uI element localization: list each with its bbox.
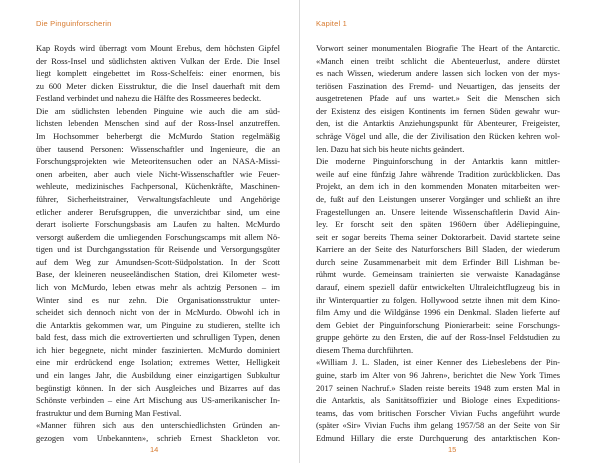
running-header-chapter: Kapitel 1 — [316, 19, 347, 28]
text-line: Forschungsprojekten wie Meteoritensuchen oder an NASA-Missi- — [36, 156, 280, 167]
text-line: der Existenz des eisigen Kontinents im fernen Süden gewahr wur- — [316, 105, 560, 116]
text-line: lichsten lebenden Menschen sind auf der Ross-Insel anzutreffen. — [36, 118, 280, 129]
text-line: und ein langes Jahr, die Ausbildung einer einzigartigen Subkultur — [36, 370, 280, 381]
text-line: dem Gebiet der Pinguinforschung Pionierarbeit: seine Forschungs- — [316, 319, 560, 330]
text-line: es nach Wissen, wiederum andere lassen sich locken von der mys- — [316, 68, 560, 79]
text-line: gruppe gehörte zu den Ersten, die auf der Ross-Insel Feldstudien zu — [316, 332, 560, 343]
text-line: Winter sind es nur zehn. Die Organisationsstruktur unter- — [36, 294, 280, 305]
text-line: versorgt außerdem die umliegenden Forschungscamps mit allem Nö- — [36, 231, 280, 242]
text-line: über tausend Personen: Wissenschaftler und Ingenieure, die an — [36, 143, 280, 154]
text-line: Vorwort seiner monumentalen Biografie The Heart of the Antarctic. — [316, 43, 560, 53]
text-line: Projekt, an dem ich in den kommenden Monaten mitarbeiten wer- — [316, 181, 560, 192]
text-line: liegt komplett eingebettet im Ross-Schelfeis: einer enormen, bis — [36, 68, 280, 79]
text-line: Im Hochsommer beherbergt die McMurdo Station regelmäßig — [36, 131, 280, 142]
text-line: ihr Winterquartier zu folgen. Hollywood setzte ihnen mit dem Kino- — [316, 294, 560, 305]
text-line: diesem Thema durchführten. — [316, 344, 414, 355]
text-line: scheidet sich dennoch nicht von der in McMurdo. Obwohl ich in — [36, 307, 280, 318]
text-line: die Antarktis, als Sanitätsoffizier und Biologe eines Expeditions- — [316, 395, 560, 406]
text-line: (später «Sir» Vivian Fuchs ihm gelang 1957/58 an der Seite von Sir — [316, 420, 560, 431]
text-line: Fragestellungen an. Unsere leitende Wissenschaftlerin David Ain- — [316, 206, 560, 217]
text-line: weile auf eine fünfzig Jahre währende Tradition zurückblicken. Das — [316, 168, 560, 179]
text-line: etlicher anderer Berufsgruppen, die unverzichtbar sind, um eine — [36, 206, 280, 217]
text-line: ley. Er forscht seit den späten 1960ern über Adéliepinguine, — [316, 219, 560, 230]
text-line: ausgetretenen Pfade auf uns wartet.» Seit die Menschen sich — [316, 93, 560, 104]
text-line: rühmt wurde. Gemeinsam trainierten sie verwaiste Kanadagänse — [316, 269, 560, 280]
text-line: «Manch einen treibt schlicht die Abenteuerlust, andere dürstet — [316, 55, 560, 66]
right-page — [300, 0, 600, 463]
text-line: 2017 seinen Nachruf.» Sladen reiste bereits 1948 zum ersten Mal in — [316, 382, 560, 393]
text-line: film Amy und die Wildgänse 1996 ein Denkmal. Sladen lieferte auf — [316, 307, 560, 318]
text-line: die Antarktis gekommen war, um Pinguine zu studieren, stellte ich — [36, 319, 280, 330]
text-line: len. Dazu hat sich bis heute nichts geändert. — [316, 143, 465, 154]
page-number-right: 15 — [448, 445, 457, 454]
text-line: lich von McMurdo, leben etwas mehr als achtzig Personen – im — [36, 281, 280, 292]
text-line: derart isolierte Forschungsbasis am Laufen zu halten. McMurdo — [36, 219, 280, 230]
text-line: schräge Vögel und alle, die der Zivilisation den Rücken kehren wol- — [316, 131, 560, 142]
text-line: Festland verbindet und nahezu die Hälfte des Rossmeeres bedeckt. — [36, 93, 262, 104]
text-line: wehleute, medizinisches Fachpersonal, Küchenkräfte, Maschinen- — [36, 181, 280, 192]
text-line: durch seine Zusammenarbeit mit dem Erfinder Bill Lishman be- — [316, 256, 560, 267]
text-line: den, ist die Antarktis Anziehungspunkt für Abenteurer, Freigeister, — [316, 118, 560, 129]
text-line: Base, der kleineren neuseeländischen Station, drei Kilometer west- — [36, 269, 280, 280]
text-line: Edmund Hillary die erste Durchquerung des antarktischen Kon- — [316, 432, 560, 443]
text-line: gezogen vom Unbekannten», schrieb Ernest Shackleton vor. — [36, 432, 280, 443]
text-line: Die moderne Pinguinforschung in der Antarktis kann mittler- — [316, 156, 560, 167]
text-line: onen arbeiten, aber auch viele Nicht-Wissenschaftler wie Feuer- — [36, 168, 280, 179]
text-line: teriösen Faszination des Fremd- und Neuartigen, das jenseits der — [316, 80, 560, 91]
text-line: «William J. L. Sladen, ist einer Kenner des Liebeslebens der Pin- — [316, 357, 560, 368]
text-line: begünstigt können. In der sich Ausgleiches und Bizarres auf das — [36, 382, 280, 393]
text-line: auf dem Weg zur Amundsen-Scott-Südpolstation. In der Scott — [36, 256, 280, 267]
text-line: führer, Sicherheitstrainer, Verwaltungsfachleute und Angehörige — [36, 193, 280, 204]
text-line: Schönste verbinden – eine Art Mischung aus US-amerikanischer In- — [36, 395, 280, 406]
text-line: de, fußt auf den Leistungen unserer Vorgänger und schließt an ihre — [316, 193, 560, 204]
text-line: Die am südlichsten lebenden Pinguine wie auch die am süd- — [36, 105, 280, 116]
text-line: bald fest, dass mich die extrovertierten und schrulligen Typen, denen — [36, 332, 280, 343]
running-header-book-title: Die Pinguinforscherin — [36, 19, 112, 28]
text-line: Karriere an der Seite des Naturforschers Bill Sladen, der wiederum — [316, 244, 560, 255]
text-line: zu 600 Meter dicken Eisstruktur, die die Insel dauerhaft mit dem — [36, 80, 280, 91]
left-page-body — [36, 42, 280, 445]
text-line: eine mir erdrückend enge Isolation; extremes Wetter, Helligkeit — [36, 357, 280, 368]
text-line: teams, das vom britischen Forscher Vivian Fuchs angeführt wurde — [316, 407, 560, 418]
page-number-left: 14 — [150, 445, 159, 454]
text-line: Kap Royds wird überragt vom Mount Erebus, dem höchsten Gipfel — [36, 43, 280, 53]
text-line: der Ross-Insel und südlichsten aktiven Vulkan der Erde. Die Insel — [36, 55, 280, 66]
text-line: «Manner führen sich aus den unterschiedlichsten Gründen an- — [36, 420, 280, 431]
text-line: ich hier begegnete, nicht minder faszinierten. McMurdo dominiert — [36, 344, 280, 355]
text-line: tigen und ist Durchgangsstation für Reisende und Versorgungsgüter — [36, 244, 280, 255]
text-line: seit er sogar bereits Thema seiner Doktorarbeit. David startete seine — [316, 231, 560, 242]
text-line: darauf, einem speziell dafür entwickelten Ultraleichtflugzeug bis in — [316, 281, 560, 292]
right-page-body — [316, 42, 560, 445]
text-line: guine, starb im Alter von 96 Jahren», berichtet die New York Times — [316, 370, 560, 381]
text-line: frastruktur und dem Burning Man Festival. — [36, 407, 182, 418]
